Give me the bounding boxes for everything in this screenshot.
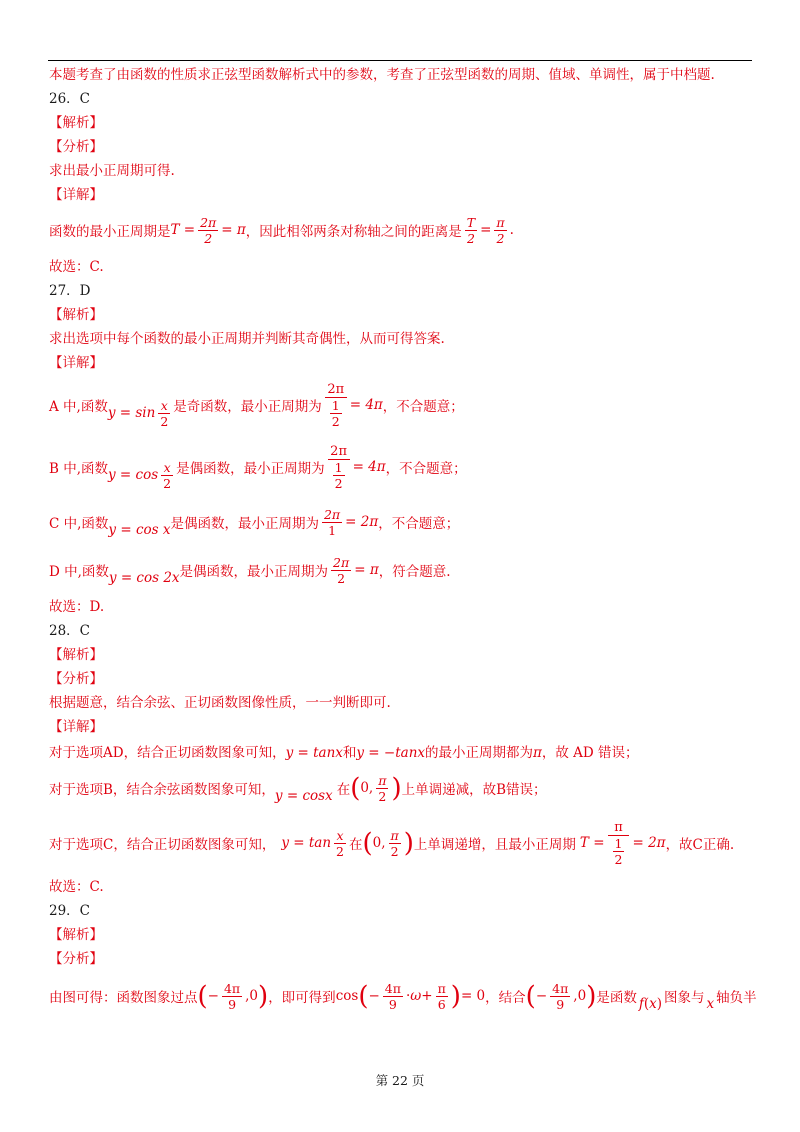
q29-number: 29．C	[49, 903, 91, 919]
q26-detail	[49, 206, 754, 254]
q27-item-a-tail: ，不合题意；	[382, 399, 464, 415]
q26-detail-mid: ，因此相邻两条对称轴之间的距离是	[245, 224, 462, 240]
q28-c-post: 上单调递增，且最小正周期	[413, 837, 576, 853]
q27-item-a-lead: A 中,函数	[49, 399, 108, 415]
q27-item-d-parity: 是偶函数，最小正周期为	[179, 564, 329, 580]
q28-ad-func2: y = −tanx	[356, 745, 426, 761]
q29-x: x	[706, 996, 715, 1012]
q28-ad-line: 对于选项AD，结合正切函数图象可知，y = tanx和y = −tanx的最小正周期都为π，故 AD 错误；	[49, 745, 639, 761]
q27-item-d-lead: D 中,函数	[49, 564, 109, 580]
q27-answer: 故选：D.	[49, 599, 105, 615]
q28-number: 28．C	[49, 623, 91, 639]
document-body	[49, 64, 757, 1020]
q27-item-a	[49, 374, 754, 436]
q26-detail-end: .	[509, 222, 514, 238]
q28-c-func: y = tan $\frac{x}{2}$	[281, 827, 344, 859]
q28-b-post: 上单调递减，故B错误；	[401, 782, 547, 798]
q26-xiangjie-label: 【详解】	[49, 187, 103, 203]
q27-item-b-tail: ，不合题意；	[385, 461, 467, 477]
q27-jiexi-label: 【解析】	[49, 307, 103, 323]
q26-detail-pre: 函数的最小正周期是	[49, 224, 171, 240]
q27-item-d-period: $\frac{2\pi}{2}$ = π	[333, 554, 379, 586]
q26-number: 26．C	[49, 91, 91, 107]
q27-item-d-func: y = cos 2x	[108, 570, 180, 586]
q27-item-b-period: $\frac{2\pi}{\frac{1}{2}}$ = 4π	[325, 444, 386, 491]
q28-b-line: 对于选项B，结合余弦函数图象可知， y = cosx 在 (0, $\frac{\pi}{2}$ ) 上单调递减，故B错误；	[49, 772, 547, 804]
q26-period-formula: T = $\frac{2\pi}{2}$ = π	[170, 214, 246, 246]
q28-c-pre: 对于选项C，结合正切函数图象可知，	[49, 837, 276, 853]
q27-item-a-period: $\frac{2\pi}{\frac{1}{2}}$ = 4π	[322, 382, 383, 429]
q28-ad-func1: y = tanx	[285, 745, 343, 761]
q27-item-c-func: y = cos x	[108, 522, 171, 538]
q28-fenxi-label: 【分析】	[49, 671, 103, 687]
q27-item-b-lead: B 中,函数	[49, 461, 109, 477]
q27-summary: 求出选项中每个函数的最小正周期并判断其奇偶性，从而可得答案.	[49, 331, 445, 347]
q26-fenxi-label: 【分析】	[49, 139, 103, 155]
q29-fenxi-label: 【分析】	[49, 951, 103, 967]
q29-jiexi-label: 【解析】	[49, 927, 103, 943]
q29-line	[49, 972, 757, 1020]
q29-line-c: ，结合	[485, 990, 526, 1006]
q28-fenxi-text: 根据题意，结合余弦、正切函数图像性质，一一判断即可.	[49, 695, 391, 711]
q27-item-d-tail: ，符合题意.	[378, 564, 451, 580]
q26-answer: 故选：C.	[49, 259, 104, 275]
q28-b-pre: 对于选项B，结合余弦函数图象可知，	[49, 782, 275, 798]
q27-item-c-lead: C 中,函数	[49, 516, 109, 532]
q26-fenxi-text: 求出最小正周期可得.	[49, 163, 175, 179]
q29-line-b: ，即可得到	[268, 990, 336, 1006]
q29-point-2: (− $\frac{4\pi}{9}$ ,0)	[525, 980, 597, 1012]
q27-item-d	[49, 546, 754, 594]
q29-line-f: 轴负半	[716, 990, 757, 1006]
intro-tail: 本题考查了由函数的性质求正弦型函数解析式中的参数，考查了正弦型函数的周期、值域、单调性，属于中档题.	[49, 67, 715, 83]
q29-fx: f(x)	[638, 996, 663, 1012]
q27-item-c-parity: 是偶函数，最小正周期为	[170, 516, 319, 532]
q29-line-a: 由图可得：函数图象过点	[49, 990, 198, 1006]
q27-item-c	[49, 498, 754, 546]
q27-item-b	[49, 436, 754, 498]
q27-item-c-tail: ，不合题意；	[378, 516, 460, 532]
q28-jiexi-label: 【解析】	[49, 647, 103, 663]
q29-point-1: (− $\frac{4\pi}{9}$ ,0)	[197, 980, 269, 1012]
q27-number: 27．D	[49, 283, 91, 299]
q29-line-d: 是函数	[596, 990, 637, 1006]
q27-item-c-period: $\frac{2\pi}{1}$ = 2π	[323, 506, 379, 538]
q28-xiangjie-label: 【详解】	[49, 719, 103, 735]
q28-c-end: ，故C正确.	[665, 837, 735, 853]
q28-b-func: y = cosx	[274, 788, 333, 804]
q29-equation: cos(− $\frac{4\pi}{9}$ ·ω+ $\frac{\pi}{6}$ )= 0	[335, 980, 486, 1012]
q28-c-interval: (0, $\frac{\pi}{2}$ )	[362, 827, 414, 859]
q26-distance-formula: $\frac{T}{2}$ = $\frac{\pi}{2}$	[466, 214, 505, 246]
q27-item-a-func: y = sin $\frac{x}{2}$	[107, 397, 169, 429]
q28-b-interval: (0, $\frac{\pi}{2}$ )	[350, 772, 402, 804]
q26-jiexi-label: 【解析】	[49, 115, 103, 131]
q27-item-b-parity: 是偶函数，最小正周期为	[176, 461, 325, 477]
q28-c-period: T = $\frac{\pi}{\frac{1}{2}}$ = 2π	[579, 819, 666, 867]
q27-item-a-parity: 是奇函数，最小正周期为	[173, 399, 322, 415]
q27-xiangjie-label: 【详解】	[49, 355, 103, 371]
top-rule	[48, 60, 752, 61]
q29-line-e: 图象与	[664, 990, 705, 1006]
page-footer: 第 22 页	[375, 1073, 425, 1088]
q27-item-b-func: y = cos $\frac{x}{2}$	[108, 459, 172, 491]
q28-answer: 故选：C.	[49, 879, 104, 895]
q28-c-line: 对于选项C，结合正切函数图象可知， y = tan $\frac{x}{2}$ 在 (0, $\frac{\pi}{2}$ ) 上单调递增，且最小正周期 T = $\frac{\pi}{\frac{1}{2}}$ = 2π ，故C正确.	[49, 819, 735, 867]
